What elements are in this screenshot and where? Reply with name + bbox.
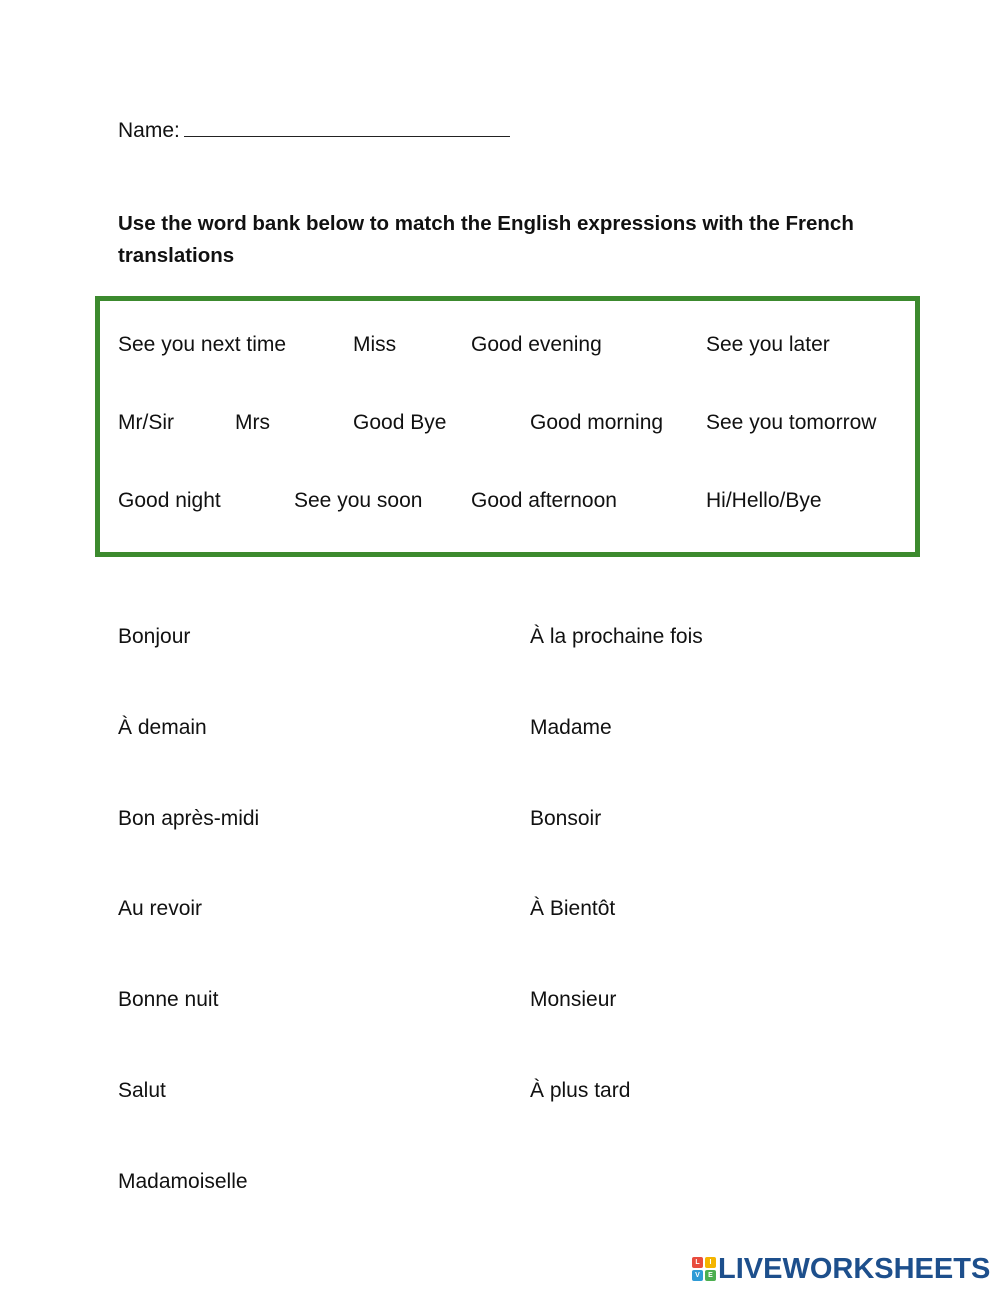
french-expression: Monsieur <box>530 988 617 1011</box>
logo-text: LIVEWORKSHEETS <box>718 1252 991 1285</box>
word-bank-item[interactable]: Good afternoon <box>471 489 617 512</box>
word-bank-item[interactable]: See you later <box>706 333 830 356</box>
word-bank-item[interactable]: See you tomorrow <box>706 411 877 434</box>
word-bank-item[interactable]: Hi/Hello/Bye <box>706 489 822 512</box>
name-blank-line[interactable] <box>184 118 510 137</box>
french-expression: À plus tard <box>530 1079 631 1102</box>
french-expression: À demain <box>118 716 207 739</box>
french-expression: Madame <box>530 716 612 739</box>
logo-badge-letter: E <box>705 1270 716 1281</box>
french-expression: Bonjour <box>118 625 191 648</box>
instructions-heading: Use the word bank below to match the English expressions with the French translations <box>118 212 854 267</box>
french-expression: À la prochaine fois <box>530 625 703 648</box>
french-expression: Salut <box>118 1079 166 1102</box>
word-bank-item[interactable]: See you next time <box>118 333 287 356</box>
french-expression: Bon après-midi <box>118 807 260 830</box>
logo-badge-letter: V <box>692 1270 703 1281</box>
french-expression: À Bientôt <box>530 897 616 920</box>
logo-badge-letter: I <box>705 1257 716 1268</box>
word-bank-item[interactable]: See you soon <box>294 489 423 512</box>
word-bank-item[interactable]: Good evening <box>471 333 602 356</box>
french-expression: Bonsoir <box>530 807 602 830</box>
name-label: Name: <box>118 119 180 142</box>
liveworksheets-logo <box>692 1253 990 1285</box>
word-bank-item[interactable]: Good morning <box>530 411 664 434</box>
logo-badge-icon <box>692 1257 716 1281</box>
french-expression: Bonne nuit <box>118 988 219 1011</box>
french-expression: Madamoiselle <box>118 1170 248 1193</box>
french-expression: Au revoir <box>118 897 203 920</box>
word-bank-item[interactable]: Good Bye <box>353 411 447 434</box>
word-bank-item[interactable]: Good night <box>118 489 221 512</box>
name-field[interactable] <box>118 118 510 143</box>
word-bank-item[interactable]: Mr/Sir <box>118 411 174 434</box>
word-bank-item[interactable]: Mrs <box>235 411 270 434</box>
logo-badge-letter: L <box>692 1257 703 1268</box>
word-bank-item[interactable]: Miss <box>353 333 397 356</box>
